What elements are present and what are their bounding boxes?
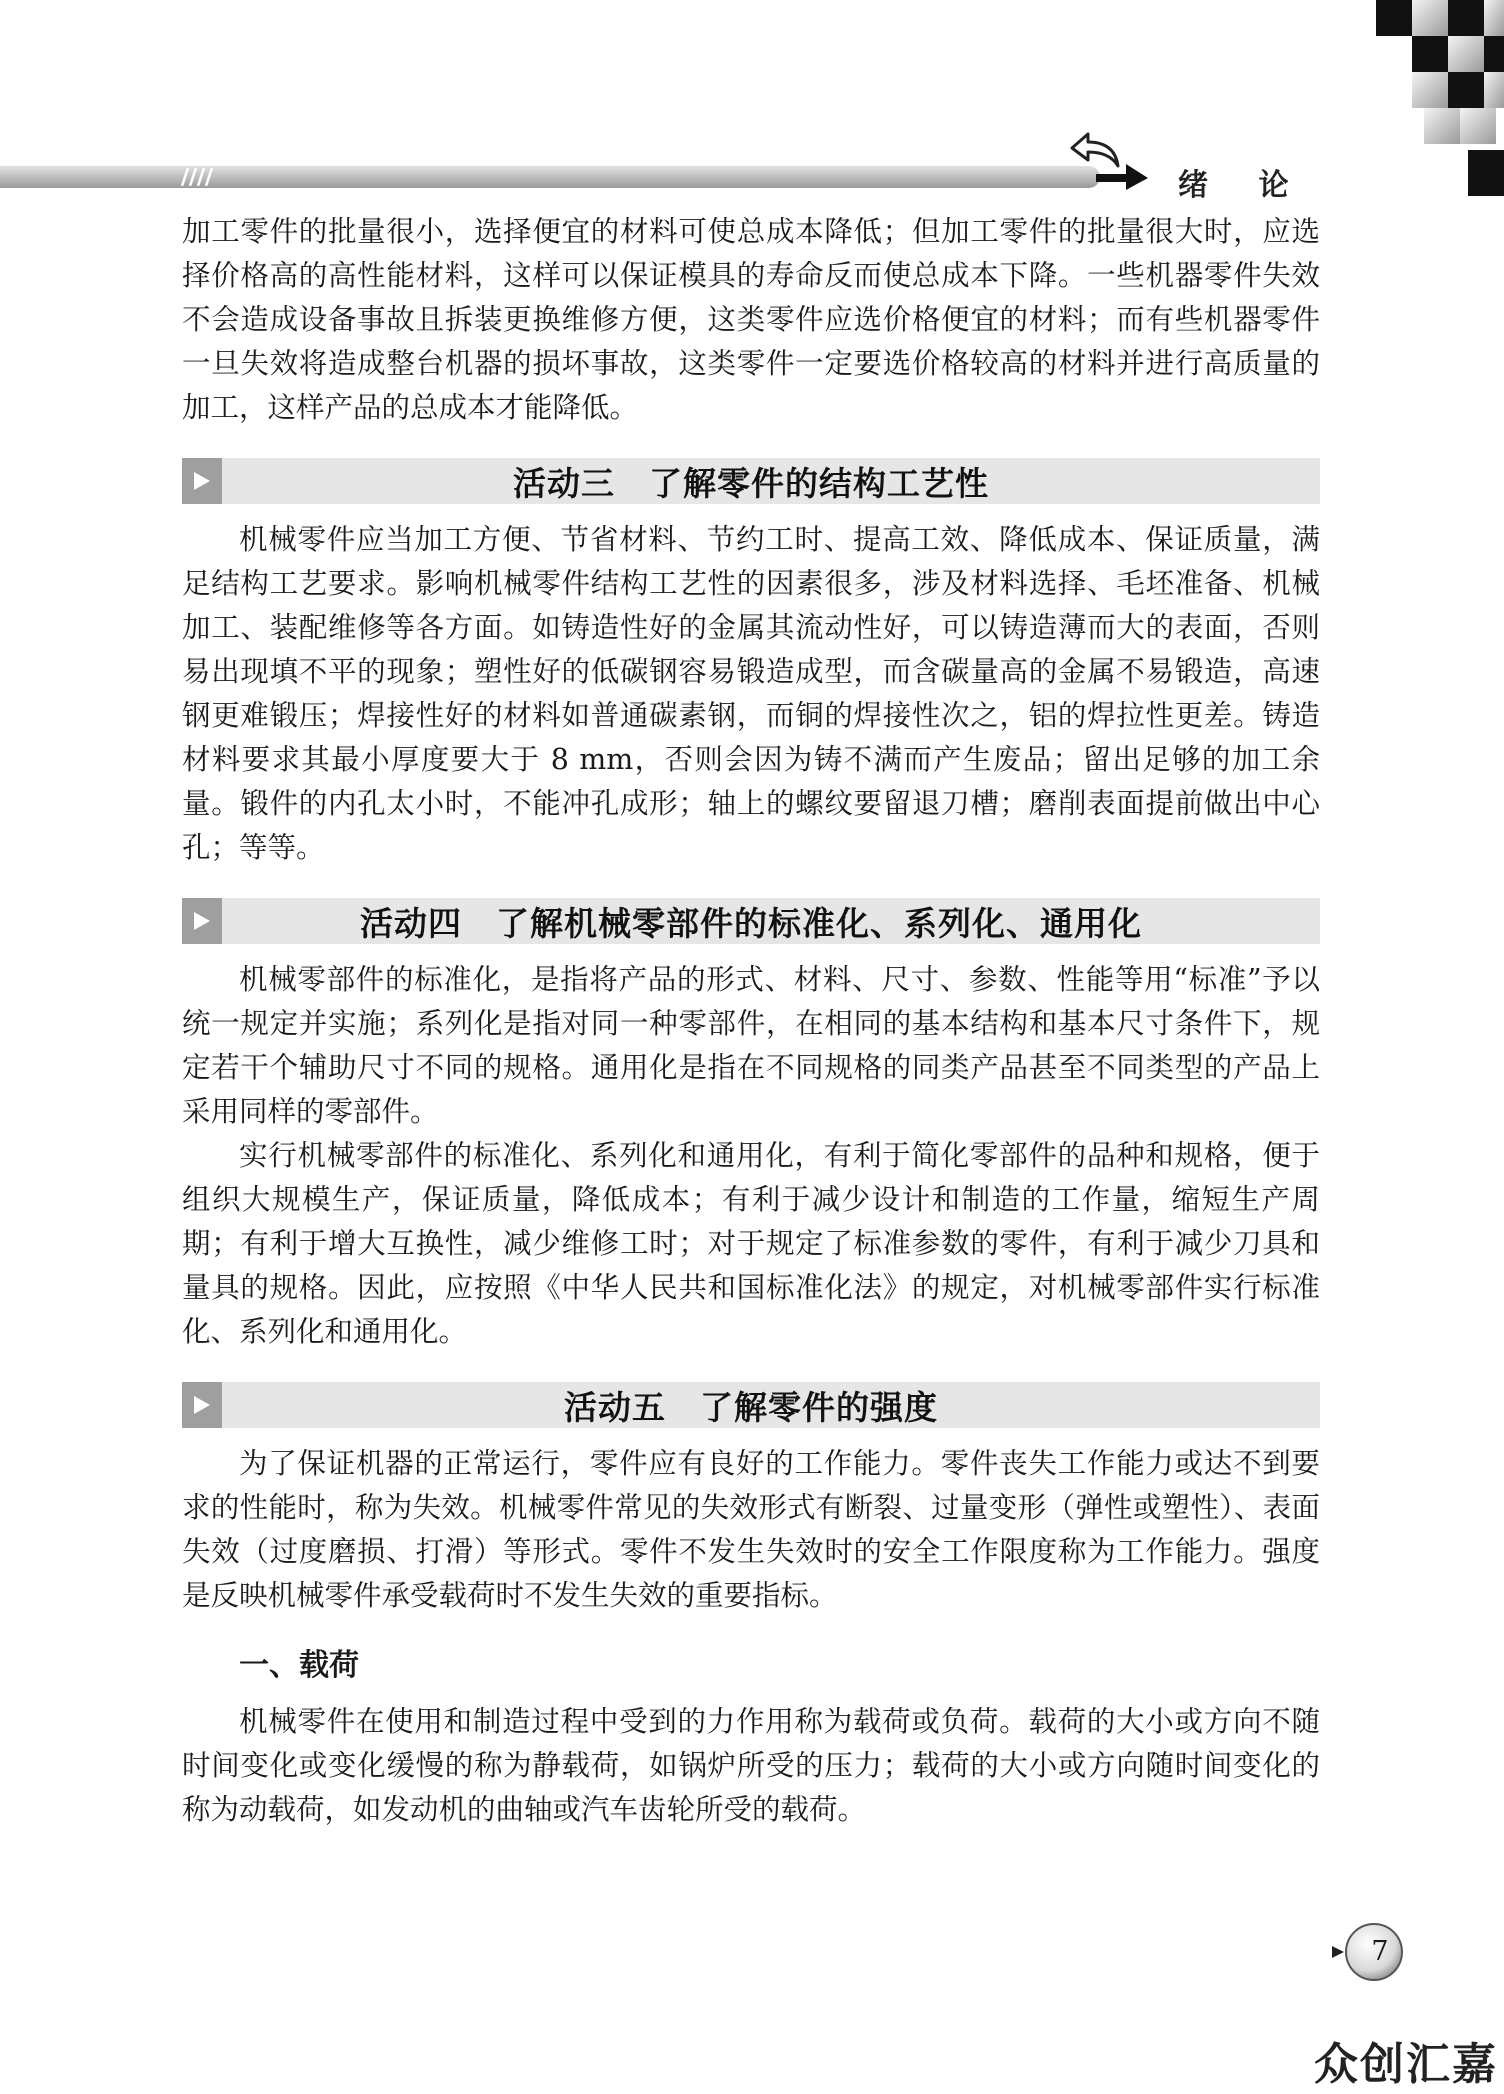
section-title: 活动三 了解零件的结构工艺性	[513, 463, 989, 503]
header-bar	[0, 166, 1100, 188]
play-triangle-icon	[182, 1382, 222, 1428]
header-stripes-decoration	[180, 168, 220, 186]
paragraph: 为了保证机器的正常运行，零件应有良好的工作能力。零件丧失工作能力或达不到要求的性能时，称为失效。机械零件常见的失效形式有断裂、过量变形（弹性或塑性）、表面失效（过度磨损、打滑）等形式。零件不发生失效时的安全工作限度称为工作能力。强度是反映机械零件承受载荷时不发生失效的重要指标。	[182, 1447, 1320, 1612]
page-content	[182, 210, 1320, 1832]
paragraph: 机械零部件的标准化，是指将产品的形式、材料、尺寸、参数、性能等用“标准”予以统一规定并实施；系列化是指对同一种零部件，在相同的基本结构和基本尺寸条件下，规定若干个辅助尺寸不同的规格。通用化是指在不同规格的同类产品甚至不同类型的产品上采用同样的零部件。	[182, 963, 1320, 1128]
paragraph: 实行机械零部件的标准化、系列化和通用化，有利于简化零部件的品种和规格，便于组织大规模生产，保证质量，降低成本；有利于减少设计和制造的工作量，缩短生产周期；有利于增大互换性，减少维修工时；对于规定了标准参数的零件，有利于减少刀具和量具的规格。因此，应按照《中华人民共和国标准化法》的规定，对机械零部件实行标准化、系列化和通用化。	[182, 1139, 1320, 1348]
curved-arrows-icon	[1068, 130, 1150, 190]
page-number: 7	[1371, 1936, 1389, 1967]
subheading-load: 一、载荷	[239, 1648, 359, 1683]
chapter-title: 绪 论	[1178, 168, 1309, 203]
watermark-text: 众创汇嘉	[1314, 2039, 1498, 2090]
page-number-badge	[1330, 1914, 1406, 1990]
section-title: 活动四 了解机械零部件的标准化、系列化、通用化	[360, 903, 1142, 943]
checkerboard-decoration	[1284, 0, 1504, 200]
paragraph: 机械零件应当加工方便、节省材料、节约工时、提高工效、降低成本、保证质量，满足结构工艺要求。影响机械零件结构工艺性的因素很多，涉及材料选择、毛坯准备、机械加工、装配维修等各方面。如铸造性好的金属其流动性好，可以铸造薄而大的表面，否则易出现填不平的现象；塑性好的低碳钢容易锻造成型，而含碳量高的金属不易锻造，高速钢更难锻压；焊接性好的材料如普通碳素钢，而铜的焊接性次之，铝的焊拉性更差。铸造材料要求其最小厚度要大于 8 mm，否则会因为铸不满而产生废品；留出足够的加工余量。锻件的内孔太小时，不能冲孔成形；轴上的螺纹要留退刀槽；磨削表面提前做出中心孔；等等。	[182, 523, 1320, 864]
intro-paragraph: 加工零件的批量很小，选择便宜的材料可使总成本降低；但加工零件的批量很大时，应选择价格高的高性能材料，这样可以保证模具的寿命反而使总成本下降。一些机器零件失效不会造成设备事故且拆装更换维修方便，这类零件应选价格便宜的材料；而有些机器零件一旦失效将造成整台机器的损坏事故，这类零件一定要选价格较高的材料并进行高质量的加工，这样产品的总成本才能降低。	[182, 215, 1320, 424]
section-title: 活动五 了解零件的强度	[564, 1387, 938, 1427]
section-header-activity-3	[182, 458, 1320, 504]
play-triangle-icon	[182, 898, 222, 944]
section-header-activity-4	[182, 898, 1320, 944]
play-triangle-icon	[182, 458, 222, 504]
section-header-activity-5	[182, 1382, 1320, 1428]
paragraph: 机械零件在使用和制造过程中受到的力作用称为载荷或负荷。载荷的大小或方向不随时间变化或变化缓慢的称为静载荷，如锅炉所受的压力；载荷的大小或方向随时间变化的称为动载荷，如发动机的曲轴或汽车齿轮所受的载荷。	[182, 1705, 1320, 1826]
